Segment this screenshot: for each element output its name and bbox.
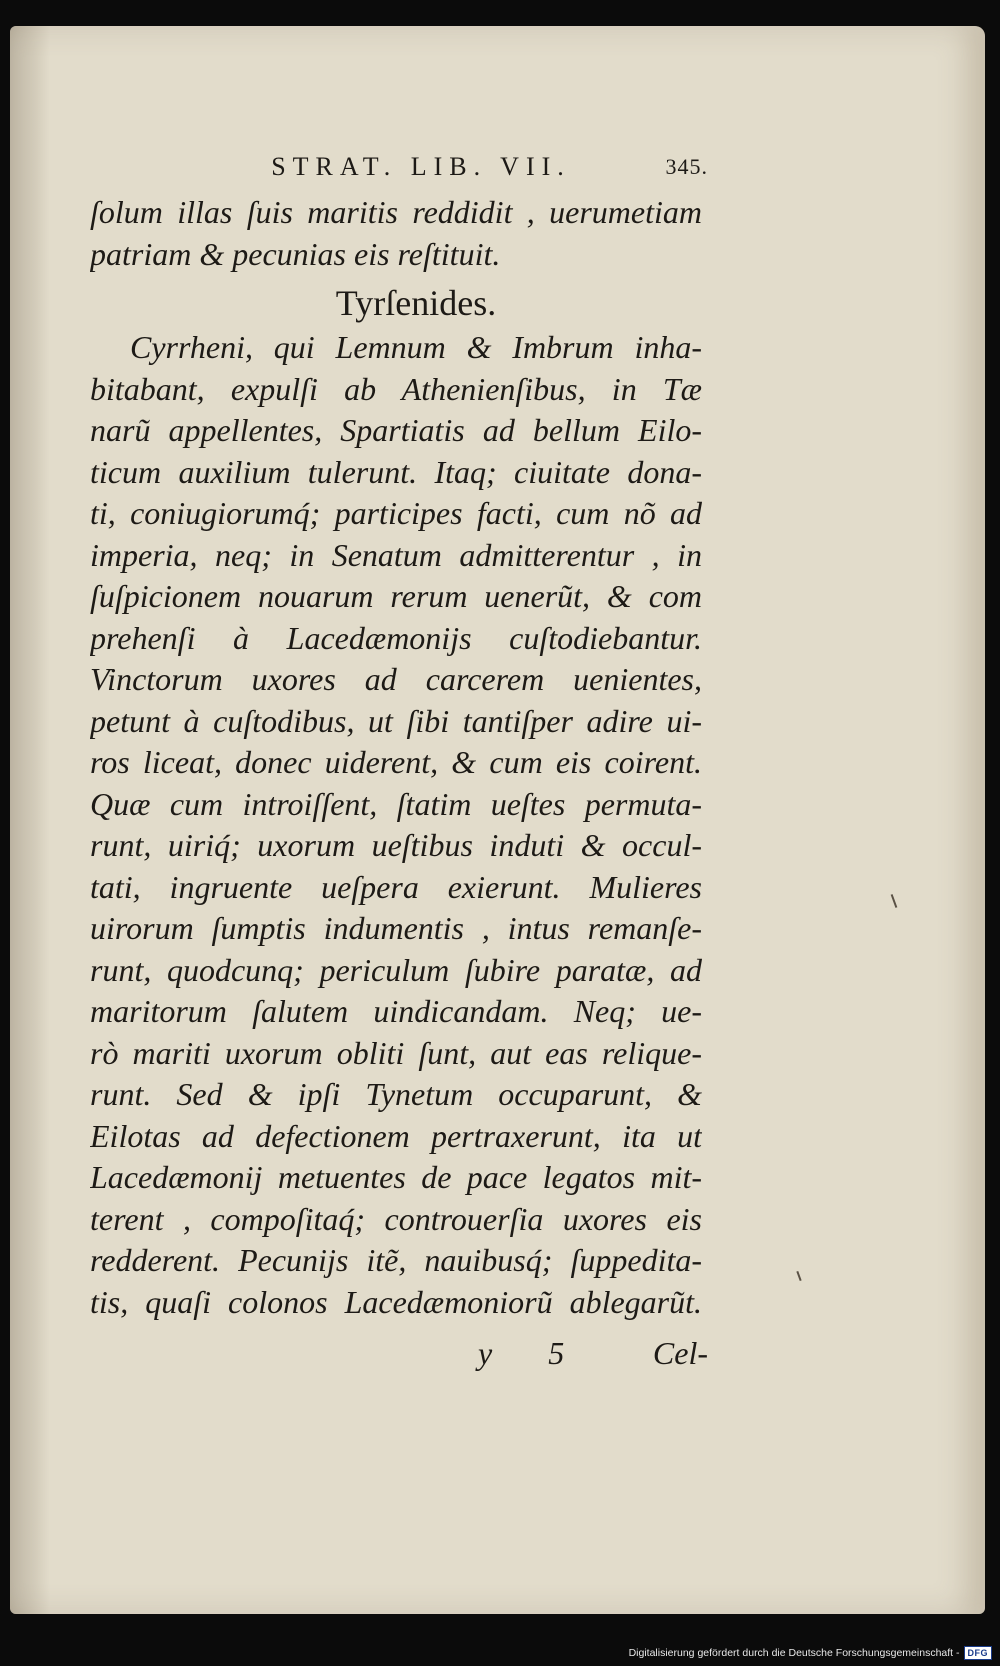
running-head-title: STRAT. LIB. VII. [271,152,571,181]
text-line: prehenſi à Lacedæmonijs cuſtodiebantur. [90,619,702,656]
page-number: 345. [665,154,708,179]
text-line: ſolum illas ſuis maritis reddidit , uerumetiam [90,194,702,230]
text-line: tis, quaſi colonos Lacedæmoniorũ ablegarũt. [90,1283,702,1320]
text-line: imperia, neq; in Senatum admitterentur , in [90,536,702,573]
text-line: ti, coniugiorumq́; participes facti, cum nõ ad [90,495,702,531]
paper-mark [796,1271,801,1281]
digitization-credit [629,1642,992,1664]
dfg-logo-icon: DFG [964,1646,993,1660]
text-line: runt. Sed & ipſi Tynetum occuparunt, & [90,1076,702,1112]
section-heading: Tyrſenides. [335,283,497,323]
page-footer [90,1329,708,1377]
text-line: Quæ cum introiſſent, ſtatim ueſtes permuta- [90,785,702,822]
book-page [10,26,985,1614]
text-line: Cyrrheni, qui Lemnum & Imbrum inha- [130,329,702,365]
text-line: ſuſpicionem nouarum rerum uenerũt, & com [90,578,702,614]
running-head [90,152,708,186]
text-line: tati, ingruente ueſpera exierunt. Mulieres [90,868,702,905]
text-line: runt, quodcunq; periculum ſubire paratæ, ad [90,951,702,988]
text-line: redderent. Pecunijs itẽ, nauibusq́; ſuppedita- [90,1242,702,1278]
text-line: patriam & pecunias eis reſtituit. [90,235,501,272]
text-line: petunt à cuſtodibus, ut ſibi tantiſper adire ui- [90,702,702,739]
text-line: uirorum ſumptis indumentis , intus remanſe- [90,910,702,946]
text-line: narũ appellentes, Spartiatis ad bellum Eilo- [90,412,702,448]
paper-mark [891,894,898,908]
text-line: ticum auxilium tulerunt. Itaq; ciuitate dona- [90,453,702,490]
text-line: bitabant, expulſi ab Athenienſibus, in Tæ [90,370,702,407]
page-gutter-shadow [10,26,50,1614]
credit-text: Digitalisierung gefördert durch die Deutsche Forschungsgemeinschaft - [628,1647,960,1659]
text-line: runt, uiriq́; uxorum ueſtibus induti & occul- [90,827,702,863]
text-line: Lacedæmonij metuentes de pace legatos mit- [90,1159,702,1195]
text-line: Vinctorum uxores ad carcerem uenientes, [90,661,702,697]
text-block [90,152,708,1377]
text-line: maritorum ſalutem uindicandam. Neq; ue- [90,993,702,1029]
text-line: ros liceat, donec uiderent, & cum eis coirent. [90,744,702,780]
text-line: Eilotas ad defectionem pertraxerunt, ita ut [90,1117,702,1154]
signature-mark: y 5 [478,1335,589,1371]
text-line: terent , compoſitaq́; controuerſia uxores eis [90,1200,702,1237]
catchword: Cel- [652,1335,708,1371]
text-line: rò mariti uxorum obliti ſunt, aut eas relique- [90,1034,702,1071]
